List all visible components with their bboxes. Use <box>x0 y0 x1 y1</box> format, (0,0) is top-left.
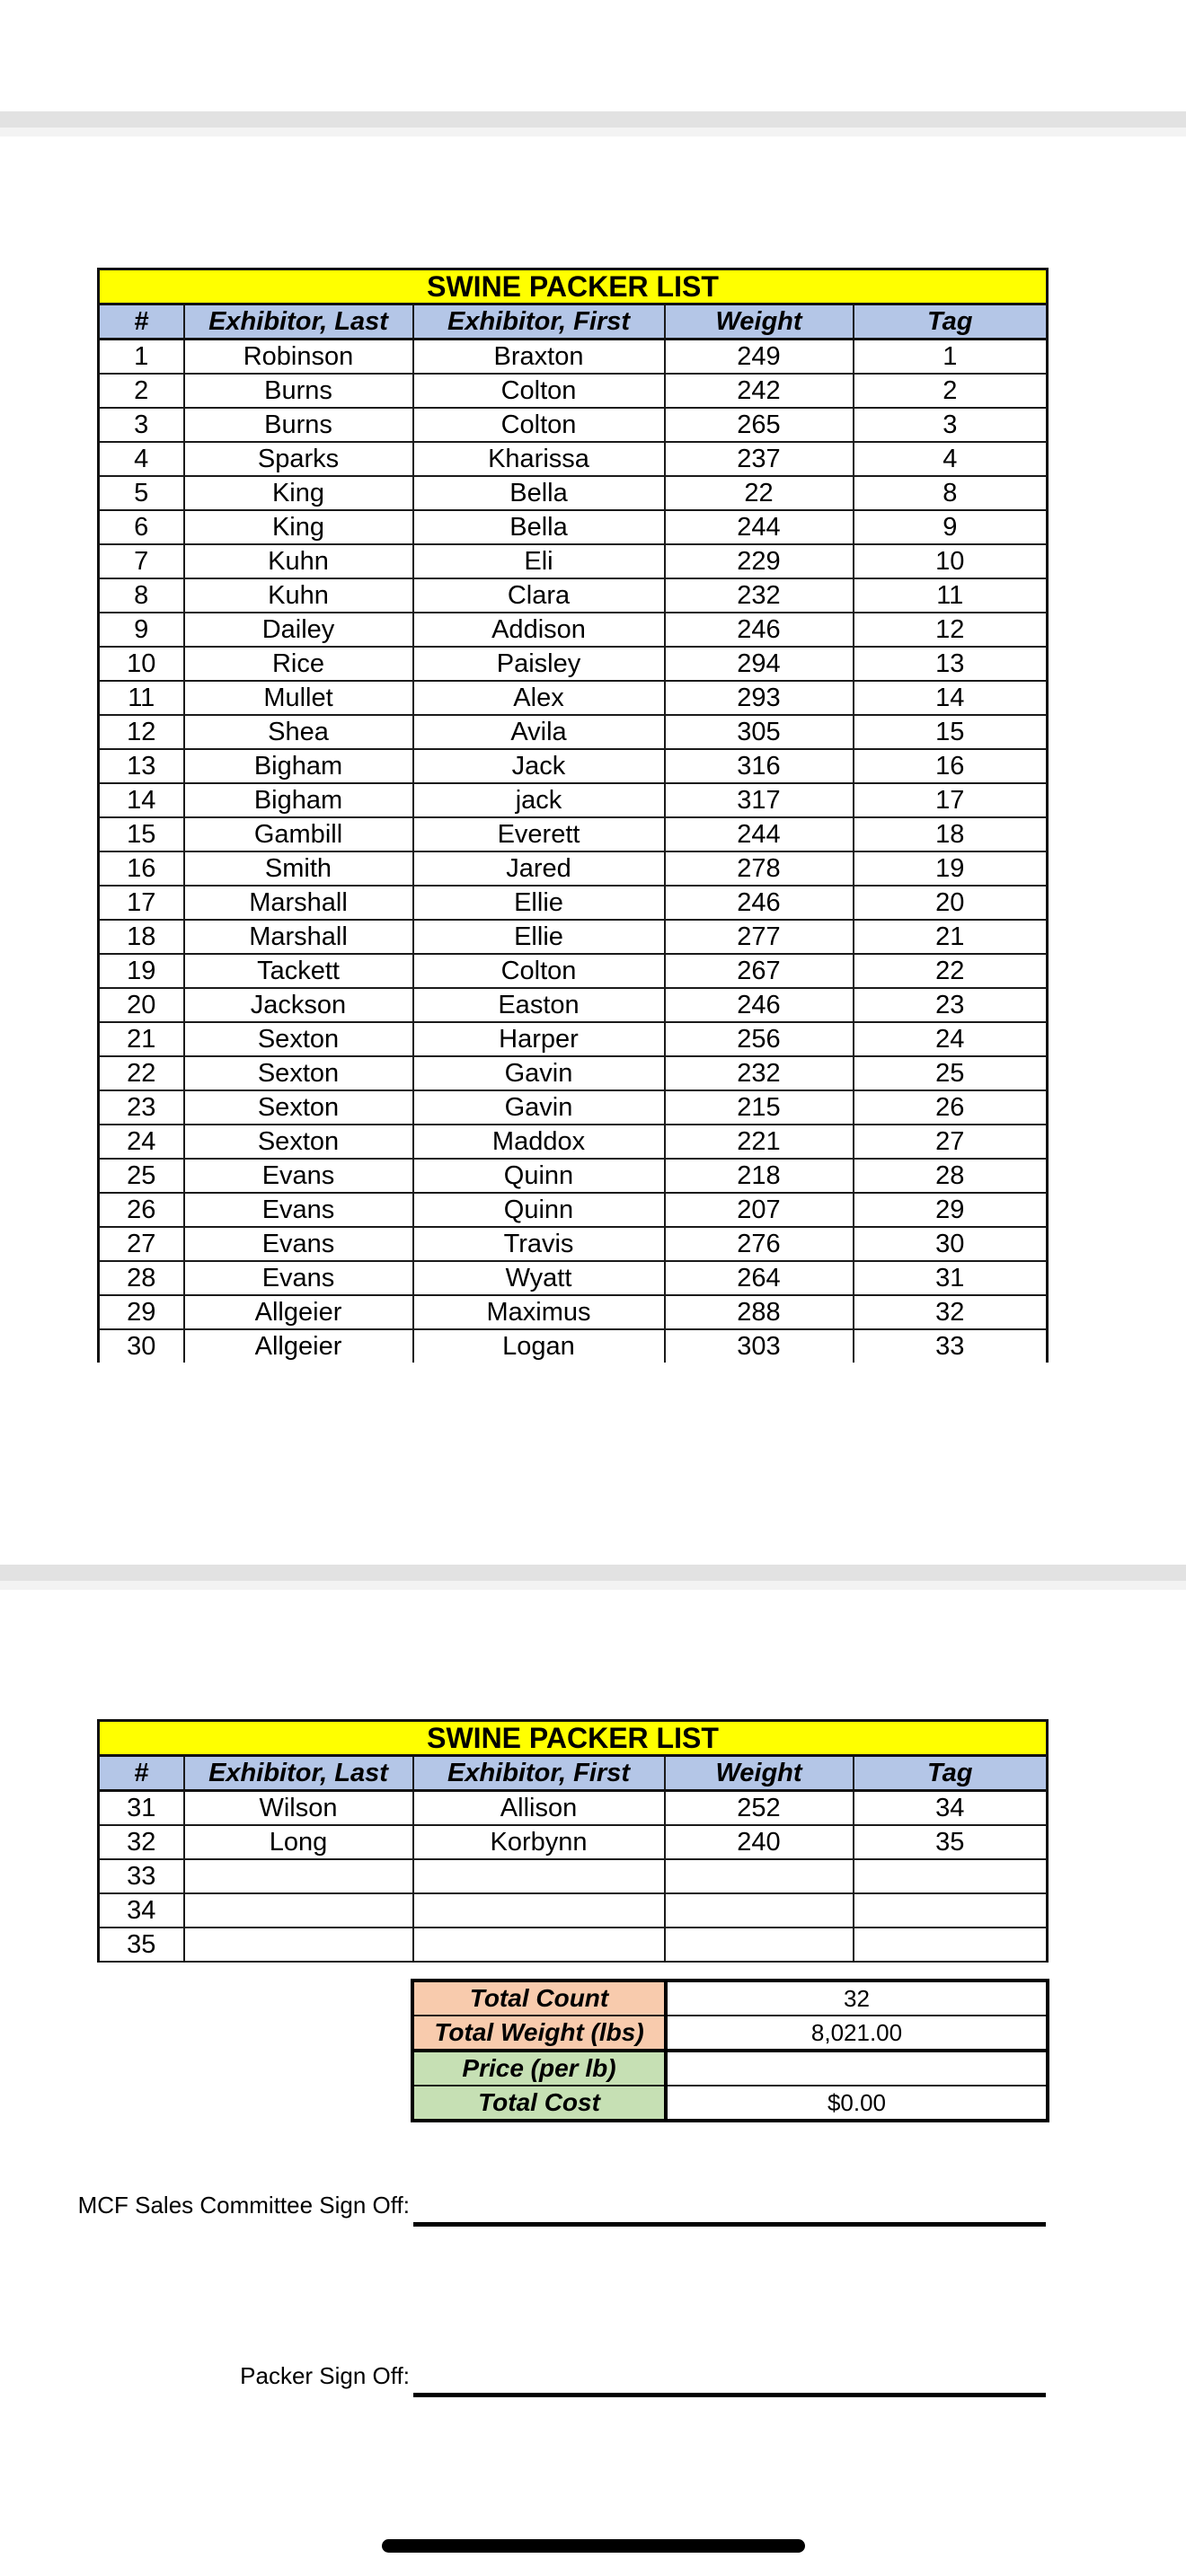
cell-weight: 246 <box>665 988 854 1022</box>
table-row <box>99 578 1048 613</box>
cell-tag <box>854 1928 1048 1962</box>
cell-tag: 19 <box>854 851 1048 886</box>
cell-exhibitor-last: Burns <box>184 374 413 408</box>
total-weight-value: 8,021.00 <box>666 2016 1048 2051</box>
cell-exhibitor-last: Dailey <box>184 613 413 647</box>
table-row <box>99 442 1048 476</box>
cell-weight: 244 <box>665 510 854 544</box>
cell-exhibitor-first: Clara <box>413 578 665 613</box>
cell-number: 19 <box>99 954 184 988</box>
cell-weight: 293 <box>665 681 854 715</box>
cell-exhibitor-last: Shea <box>184 715 413 749</box>
cell-exhibitor-last <box>184 1928 413 1962</box>
cell-exhibitor-last: Allgeier <box>184 1295 413 1329</box>
committee-signature-line[interactable] <box>413 2222 1046 2227</box>
cell-exhibitor-first: Easton <box>413 988 665 1022</box>
price-row <box>412 2051 1048 2086</box>
table-header-row <box>99 1756 1048 1791</box>
cell-exhibitor-first: Braxton <box>413 340 665 375</box>
cell-weight: 288 <box>665 1295 854 1329</box>
cell-number: 28 <box>99 1261 184 1295</box>
cell-tag: 2 <box>854 374 1048 408</box>
cell-weight: 267 <box>665 954 854 988</box>
cell-exhibitor-last <box>184 1893 413 1928</box>
cell-weight: 207 <box>665 1193 854 1227</box>
packer-signature-line[interactable] <box>413 2393 1046 2397</box>
table-row <box>99 408 1048 442</box>
cell-exhibitor-first: Quinn <box>413 1193 665 1227</box>
total-cost-row <box>412 2086 1048 2121</box>
cell-tag: 17 <box>854 783 1048 817</box>
cell-exhibitor-last: King <box>184 476 413 510</box>
table-row <box>99 1159 1048 1193</box>
cell-weight: 232 <box>665 578 854 613</box>
table-row <box>99 1261 1048 1295</box>
cell-weight: 218 <box>665 1159 854 1193</box>
cell-weight: 317 <box>665 783 854 817</box>
cell-exhibitor-first <box>413 1928 665 1962</box>
summary-table <box>411 1979 1049 2122</box>
cell-exhibitor-first: Alex <box>413 681 665 715</box>
cell-weight: 215 <box>665 1090 854 1125</box>
column-header-weight: Weight <box>665 1756 854 1791</box>
cell-number: 35 <box>99 1928 184 1962</box>
table-row <box>99 1329 1048 1363</box>
cell-tag: 24 <box>854 1022 1048 1056</box>
cell-tag: 4 <box>854 442 1048 476</box>
home-indicator[interactable] <box>382 2539 805 2553</box>
cell-exhibitor-first: Wyatt <box>413 1261 665 1295</box>
table-row <box>99 681 1048 715</box>
cell-exhibitor-last: Robinson <box>184 340 413 375</box>
total-cost-label: Total Cost <box>412 2086 666 2121</box>
committee-signoff-label: MCF Sales Committee Sign Off: <box>77 2192 410 2219</box>
cell-number: 15 <box>99 817 184 851</box>
cell-exhibitor-last: Sparks <box>184 442 413 476</box>
cell-exhibitor-last: Burns <box>184 408 413 442</box>
table-row <box>99 613 1048 647</box>
cell-exhibitor-first <box>413 1893 665 1928</box>
cell-exhibitor-first: Bella <box>413 476 665 510</box>
total-weight-label: Total Weight (lbs) <box>412 2016 666 2051</box>
cell-number: 33 <box>99 1859 184 1893</box>
total-weight-row <box>412 2016 1048 2051</box>
cell-weight: 264 <box>665 1261 854 1295</box>
cell-exhibitor-last: Sexton <box>184 1056 413 1090</box>
total-count-label: Total Count <box>412 1981 666 2016</box>
cell-number: 23 <box>99 1090 184 1125</box>
cell-tag: 30 <box>854 1227 1048 1261</box>
column-header-number: # <box>99 1756 184 1791</box>
table-row <box>99 1193 1048 1227</box>
cell-number: 2 <box>99 374 184 408</box>
cell-exhibitor-last: Marshall <box>184 886 413 920</box>
cell-exhibitor-last: Rice <box>184 647 413 681</box>
table-title: SWINE PACKER LIST <box>99 1721 1048 1756</box>
cell-tag: 25 <box>854 1056 1048 1090</box>
cell-weight: 276 <box>665 1227 854 1261</box>
table-row <box>99 715 1048 749</box>
cell-tag: 32 <box>854 1295 1048 1329</box>
cell-tag: 13 <box>854 647 1048 681</box>
cell-number: 1 <box>99 340 184 375</box>
table-row <box>99 1928 1048 1962</box>
cell-weight: 265 <box>665 408 854 442</box>
table-row <box>99 920 1048 954</box>
cell-weight: 252 <box>665 1791 854 1826</box>
cell-exhibitor-last: Sexton <box>184 1022 413 1056</box>
page-divider-top <box>0 111 1186 128</box>
table-row <box>99 340 1048 375</box>
table-row <box>99 749 1048 783</box>
cell-exhibitor-first: Ellie <box>413 886 665 920</box>
table-row <box>99 1791 1048 1826</box>
cell-exhibitor-first: Everett <box>413 817 665 851</box>
table-row <box>99 374 1048 408</box>
cell-number: 7 <box>99 544 184 578</box>
cell-exhibitor-first: Travis <box>413 1227 665 1261</box>
cell-number: 29 <box>99 1295 184 1329</box>
cell-exhibitor-last: Allgeier <box>184 1329 413 1363</box>
table-row <box>99 647 1048 681</box>
cell-number: 6 <box>99 510 184 544</box>
cell-exhibitor-last: Bigham <box>184 749 413 783</box>
cell-exhibitor-first: Allison <box>413 1791 665 1826</box>
table-title: SWINE PACKER LIST <box>99 269 1048 304</box>
cell-exhibitor-first: Maximus <box>413 1295 665 1329</box>
cell-exhibitor-first: Addison <box>413 613 665 647</box>
cell-tag: 22 <box>854 954 1048 988</box>
page-divider-middle <box>0 1565 1186 1581</box>
cell-tag: 27 <box>854 1125 1048 1159</box>
cell-exhibitor-first: Colton <box>413 954 665 988</box>
cell-exhibitor-first: Quinn <box>413 1159 665 1193</box>
cell-weight: 303 <box>665 1329 854 1363</box>
cell-weight: 244 <box>665 817 854 851</box>
cell-exhibitor-first: Gavin <box>413 1056 665 1090</box>
table-row <box>99 886 1048 920</box>
cell-number: 14 <box>99 783 184 817</box>
cell-weight: 246 <box>665 886 854 920</box>
cell-tag: 23 <box>854 988 1048 1022</box>
cell-number: 17 <box>99 886 184 920</box>
swine-packer-table-page-1 <box>97 268 1049 1363</box>
swine-packer-table-page-2 <box>97 1719 1049 1963</box>
cell-tag: 18 <box>854 817 1048 851</box>
cell-tag: 20 <box>854 886 1048 920</box>
cell-weight <box>665 1928 854 1962</box>
cell-number: 22 <box>99 1056 184 1090</box>
column-header-tag: Tag <box>854 304 1048 340</box>
table-row <box>99 544 1048 578</box>
cell-number: 11 <box>99 681 184 715</box>
cell-number: 26 <box>99 1193 184 1227</box>
cell-exhibitor-first: Jack <box>413 749 665 783</box>
table-row <box>99 1090 1048 1125</box>
cell-weight <box>665 1893 854 1928</box>
cell-exhibitor-last: King <box>184 510 413 544</box>
table-row <box>99 954 1048 988</box>
column-header-exhibitor-last: Exhibitor, Last <box>184 304 413 340</box>
cell-weight: 232 <box>665 1056 854 1090</box>
total-cost-value: $0.00 <box>666 2086 1048 2121</box>
cell-exhibitor-last: Jackson <box>184 988 413 1022</box>
cell-number: 16 <box>99 851 184 886</box>
cell-exhibitor-first: Paisley <box>413 647 665 681</box>
cell-weight <box>665 1859 854 1893</box>
cell-tag: 31 <box>854 1261 1048 1295</box>
cell-exhibitor-last: Smith <box>184 851 413 886</box>
column-header-weight: Weight <box>665 304 854 340</box>
table-header-row <box>99 304 1048 340</box>
cell-exhibitor-first: Avila <box>413 715 665 749</box>
cell-exhibitor-first: Jared <box>413 851 665 886</box>
cell-exhibitor-last: Wilson <box>184 1791 413 1826</box>
total-count-row <box>412 1981 1048 2016</box>
table-row <box>99 1056 1048 1090</box>
cell-exhibitor-first: Ellie <box>413 920 665 954</box>
cell-tag <box>854 1859 1048 1893</box>
cell-weight: 294 <box>665 647 854 681</box>
cell-number: 24 <box>99 1125 184 1159</box>
cell-number: 10 <box>99 647 184 681</box>
cell-exhibitor-first <box>413 1859 665 1893</box>
cell-exhibitor-first: Gavin <box>413 1090 665 1125</box>
price-label: Price (per lb) <box>412 2051 666 2086</box>
cell-exhibitor-last: Tackett <box>184 954 413 988</box>
table-row <box>99 817 1048 851</box>
table-row <box>99 1893 1048 1928</box>
cell-exhibitor-first: Kharissa <box>413 442 665 476</box>
cell-number: 20 <box>99 988 184 1022</box>
cell-exhibitor-first: Harper <box>413 1022 665 1056</box>
cell-weight: 229 <box>665 544 854 578</box>
cell-number: 8 <box>99 578 184 613</box>
cell-tag: 28 <box>854 1159 1048 1193</box>
cell-exhibitor-last <box>184 1859 413 1893</box>
table-row <box>99 1022 1048 1056</box>
cell-exhibitor-first: Logan <box>413 1329 665 1363</box>
cell-tag: 26 <box>854 1090 1048 1125</box>
cell-weight: 22 <box>665 476 854 510</box>
cell-exhibitor-last: Evans <box>184 1193 413 1227</box>
cell-tag: 16 <box>854 749 1048 783</box>
price-value[interactable] <box>666 2051 1048 2086</box>
cell-tag <box>854 1893 1048 1928</box>
cell-number: 25 <box>99 1159 184 1193</box>
cell-tag: 15 <box>854 715 1048 749</box>
cell-exhibitor-last: Evans <box>184 1159 413 1193</box>
cell-tag: 35 <box>854 1825 1048 1859</box>
cell-exhibitor-first: jack <box>413 783 665 817</box>
cell-weight: 278 <box>665 851 854 886</box>
cell-exhibitor-first: Colton <box>413 408 665 442</box>
cell-number: 4 <box>99 442 184 476</box>
cell-tag: 21 <box>854 920 1048 954</box>
cell-weight: 277 <box>665 920 854 954</box>
cell-exhibitor-first: Bella <box>413 510 665 544</box>
table-row <box>99 476 1048 510</box>
column-header-exhibitor-first: Exhibitor, First <box>413 1756 665 1791</box>
table-row <box>99 1227 1048 1261</box>
table-row <box>99 988 1048 1022</box>
cell-weight: 316 <box>665 749 854 783</box>
cell-weight: 242 <box>665 374 854 408</box>
cell-number: 3 <box>99 408 184 442</box>
cell-tag: 29 <box>854 1193 1048 1227</box>
cell-exhibitor-last: Bigham <box>184 783 413 817</box>
cell-exhibitor-first: Eli <box>413 544 665 578</box>
column-header-exhibitor-first: Exhibitor, First <box>413 304 665 340</box>
cell-number: 30 <box>99 1329 184 1363</box>
cell-exhibitor-last: Kuhn <box>184 578 413 613</box>
cell-exhibitor-last: Evans <box>184 1261 413 1295</box>
cell-weight: 249 <box>665 340 854 375</box>
table-row <box>99 851 1048 886</box>
cell-weight: 305 <box>665 715 854 749</box>
cell-tag: 12 <box>854 613 1048 647</box>
cell-number: 5 <box>99 476 184 510</box>
cell-number: 21 <box>99 1022 184 1056</box>
table-row <box>99 510 1048 544</box>
cell-exhibitor-first: Korbynn <box>413 1825 665 1859</box>
table-row <box>99 1125 1048 1159</box>
table-row <box>99 783 1048 817</box>
table-row <box>99 1859 1048 1893</box>
cell-number: 9 <box>99 613 184 647</box>
cell-tag: 34 <box>854 1791 1048 1826</box>
table-row <box>99 1295 1048 1329</box>
cell-weight: 256 <box>665 1022 854 1056</box>
cell-exhibitor-last: Sexton <box>184 1125 413 1159</box>
cell-number: 32 <box>99 1825 184 1859</box>
cell-exhibitor-last: Evans <box>184 1227 413 1261</box>
cell-tag: 9 <box>854 510 1048 544</box>
cell-number: 12 <box>99 715 184 749</box>
cell-exhibitor-last: Gambill <box>184 817 413 851</box>
cell-weight: 246 <box>665 613 854 647</box>
cell-tag: 33 <box>854 1329 1048 1363</box>
total-count-value: 32 <box>666 1981 1048 2016</box>
cell-weight: 221 <box>665 1125 854 1159</box>
cell-number: 34 <box>99 1893 184 1928</box>
column-header-number: # <box>99 304 184 340</box>
column-header-exhibitor-last: Exhibitor, Last <box>184 1756 413 1791</box>
cell-tag: 10 <box>854 544 1048 578</box>
cell-number: 27 <box>99 1227 184 1261</box>
column-header-tag: Tag <box>854 1756 1048 1791</box>
cell-tag: 1 <box>854 340 1048 375</box>
cell-number: 13 <box>99 749 184 783</box>
cell-tag: 8 <box>854 476 1048 510</box>
cell-number: 31 <box>99 1791 184 1826</box>
cell-weight: 237 <box>665 442 854 476</box>
cell-exhibitor-last: Sexton <box>184 1090 413 1125</box>
packer-signoff-label: Packer Sign Off: <box>240 2362 410 2389</box>
cell-weight: 240 <box>665 1825 854 1859</box>
cell-exhibitor-first: Maddox <box>413 1125 665 1159</box>
cell-exhibitor-first: Colton <box>413 374 665 408</box>
cell-tag: 14 <box>854 681 1048 715</box>
cell-exhibitor-last: Long <box>184 1825 413 1859</box>
cell-tag: 3 <box>854 408 1048 442</box>
cell-exhibitor-last: Marshall <box>184 920 413 954</box>
cell-exhibitor-last: Mullet <box>184 681 413 715</box>
cell-number: 18 <box>99 920 184 954</box>
cell-exhibitor-last: Kuhn <box>184 544 413 578</box>
cell-tag: 11 <box>854 578 1048 613</box>
table-row <box>99 1825 1048 1859</box>
